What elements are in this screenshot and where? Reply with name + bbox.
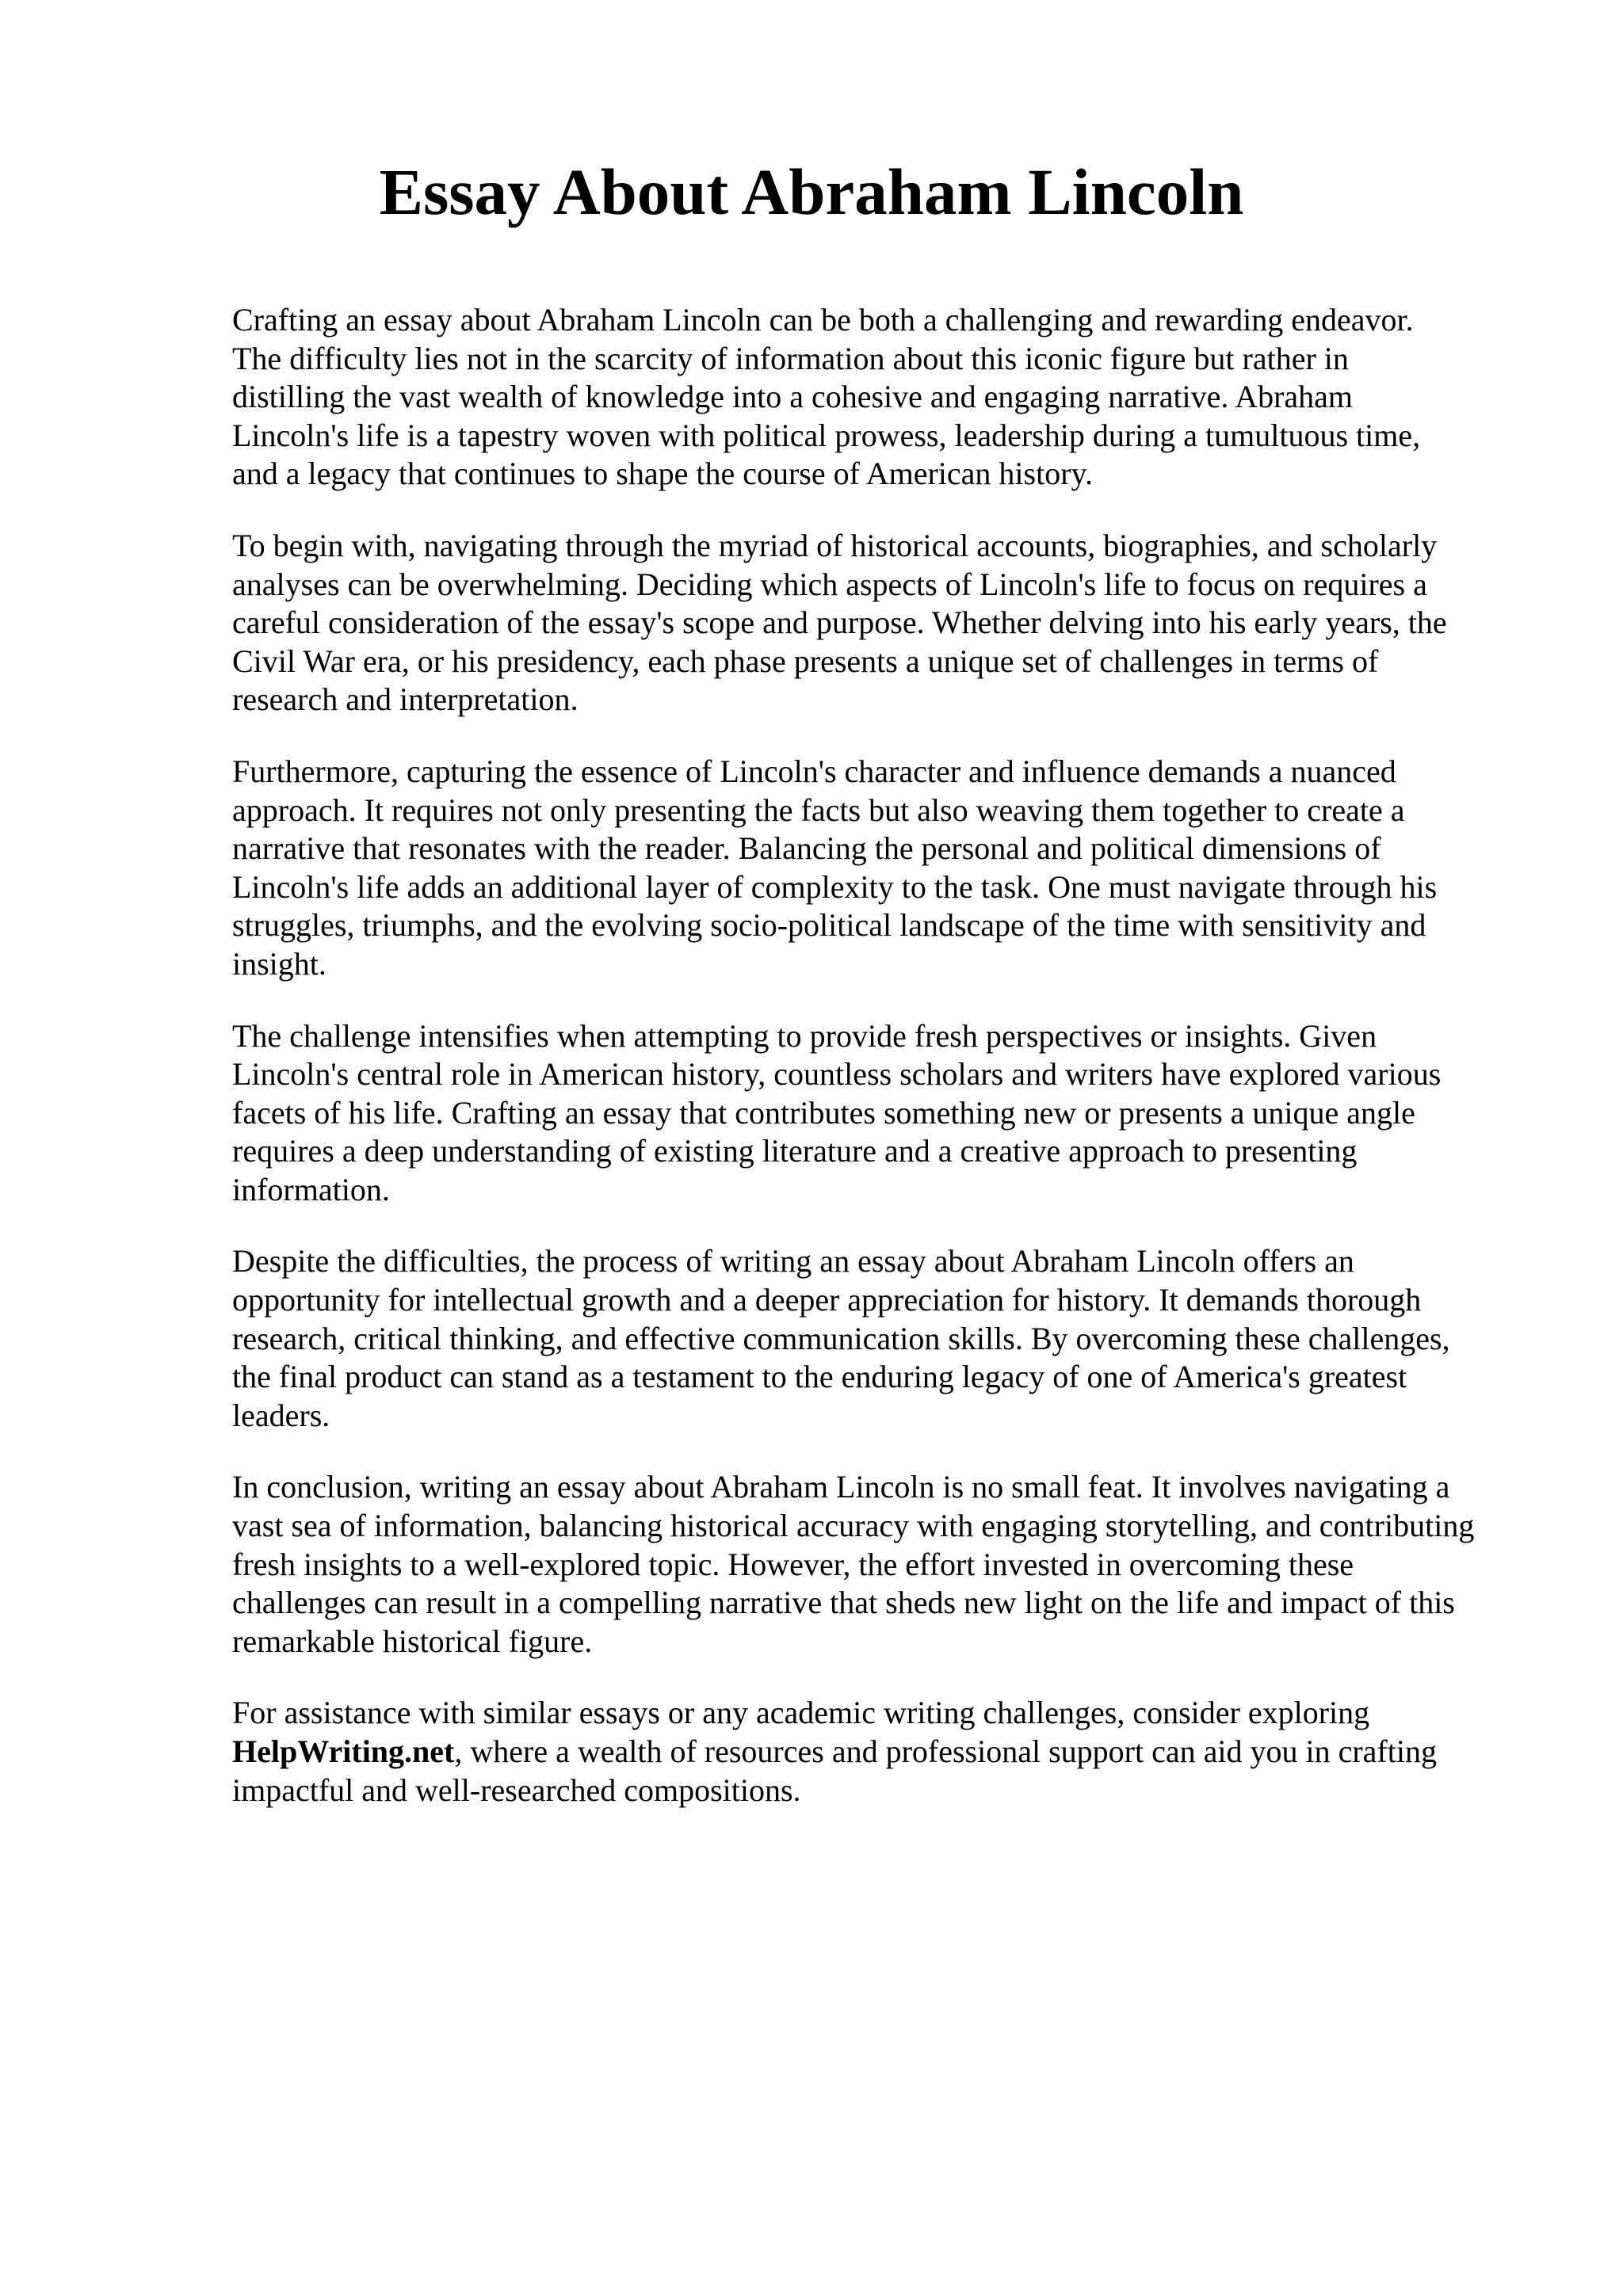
text-line: For assistance with similar essays or any academic writing challenges, consider exploring — [232, 1695, 1370, 1731]
essay-body — [232, 301, 1548, 1843]
page-title: Essay About Abraham Lincoln — [379, 155, 1244, 228]
text-line: fresh insights to a well-explored topic. However, the effort invested in overcoming these — [232, 1546, 1354, 1582]
text-line — [232, 1733, 1548, 1772]
text-line: In conclusion, writing an essay about Abraham Lincoln is no small feat. It involves navigating a — [232, 1469, 1450, 1505]
closing-line-rest: , where a wealth of resources and professional support can aid you in crafting — [454, 1733, 1437, 1769]
text-line: leaders. — [232, 1397, 330, 1433]
text-line: Crafting an essay about Abraham Lincoln can be both a challenging and rewarding endeavor. — [232, 302, 1414, 338]
text-line: impactful and well-researched compositions. — [232, 1772, 801, 1808]
text-line: the final product can stand as a testament to the enduring legacy of one of America's greatest — [232, 1359, 1407, 1395]
text-line: struggles, triumphs, and the evolving socio-political landscape of the time with sensitivity and — [232, 907, 1426, 944]
text-line: challenges can result in a compelling narrative that sheds new light on the life and impact of this — [232, 1585, 1455, 1621]
paragraph-4 — [232, 1017, 1548, 1210]
text-line: remarkable historical figure. — [232, 1623, 593, 1659]
text-line: Lincoln's central role in American history, countless scholars and writers have explored various — [232, 1056, 1442, 1093]
text-line: requires a deep understanding of existing literature and a creative approach to presenting — [232, 1133, 1358, 1169]
text-line: research and interpretation. — [232, 681, 579, 718]
text-line: The challenge intensifies when attempting to provide fresh perspectives or insights. Given — [232, 1017, 1377, 1054]
text-line: research, critical thinking, and effective communication skills. By overcoming these challenges, — [232, 1320, 1450, 1356]
text-line: Civil War era, or his presidency, each phase presents a unique set of challenges in terms of — [232, 643, 1379, 679]
text-line: The difficulty lies not in the scarcity of information about this iconic figure but rather in — [232, 340, 1349, 376]
text-line: analyses can be overwhelming. Deciding which aspects of Lincoln's life to focus on requires a — [232, 566, 1427, 602]
text-line: facets of his life. Crafting an essay that contributes something new or presents a unique angle — [232, 1094, 1415, 1131]
text-line: Despite the difficulties, the process of writing an essay about Abraham Lincoln offers an — [232, 1243, 1354, 1280]
text-line: and a legacy that continues to shape the course of American history. — [232, 456, 1093, 492]
paragraph-2 — [232, 527, 1548, 719]
text-line: To begin with, navigating through the myriad of historical accounts, biographies, and scholarly — [232, 527, 1438, 563]
paragraph-1 — [232, 301, 1548, 494]
text-line: information. — [232, 1171, 390, 1207]
text-line: opportunity for intellectual growth and a deeper appreciation for history. It demands thorough — [232, 1282, 1422, 1318]
paragraph-3 — [232, 753, 1548, 984]
text-line: vast sea of information, balancing historical accuracy with engaging storytelling, and contributing — [232, 1508, 1475, 1544]
text-line: Furthermore, capturing the essence of Lincoln's character and influence demands a nuanced — [232, 753, 1396, 789]
text-line: narrative that resonates with the reader. Balancing the personal and political dimensions of — [232, 830, 1381, 867]
text-line: approach. It requires not only presenting the facts but also weaving them together to create a — [232, 791, 1405, 828]
text-line: insight. — [232, 945, 327, 982]
text-line: Lincoln's life is a tapestry woven with political prowess, leadership during a tumultuous time, — [232, 417, 1421, 453]
closing-paragraph — [232, 1694, 1548, 1810]
text-line: distilling the vast wealth of knowledge into a cohesive and engaging narrative. Abraham — [232, 379, 1354, 415]
paragraph-5 — [232, 1242, 1548, 1435]
text-line: Lincoln's life adds an additional layer of complexity to the task. One must navigate through his — [232, 868, 1438, 905]
paragraph-6 — [232, 1468, 1548, 1661]
brand-link[interactable]: HelpWriting.net — [232, 1733, 455, 1769]
text-line: careful consideration of the essay's scope and purpose. Whether delving into his early years, the — [232, 605, 1447, 641]
